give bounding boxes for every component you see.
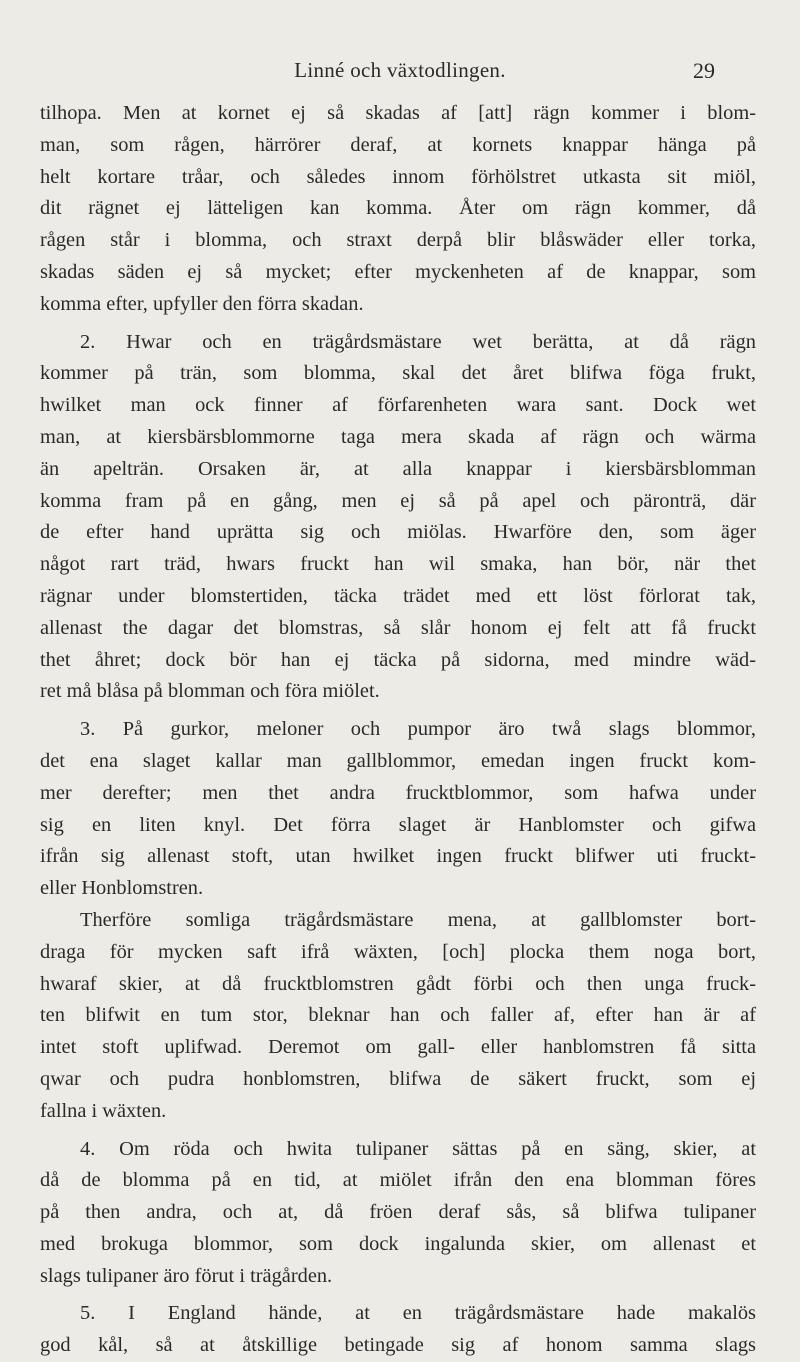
text-line: man, som rågen, härrörer deraf, at kornets knappar hänga på	[40, 133, 756, 156]
text-line: slags tulipaner äro förut i trägården.	[40, 1264, 333, 1287]
paragraph	[40, 327, 756, 709]
text-line: kommer på trän, som blomma, skal det året blifwa föga frukt,	[40, 362, 756, 385]
text-line: ret må blåsa på blomman och föra miölet.	[40, 680, 380, 703]
text-line: 2. Hwar och en trägårdsmästare wet berätta, at då rägn	[80, 330, 756, 353]
page-header	[0, 58, 800, 88]
text-line: hwilket man ock finner af förfarenheten wara sant. Dock wet	[40, 394, 756, 417]
text-line: draga för mycken saft ifrå wäxten, [och] plocka them noga bort,	[40, 940, 756, 963]
text-line: man, at kiersbärsblommorne taga mera skada af rägn och wärma	[40, 425, 756, 448]
text-line: allenast the dagar det blomstras, så slår honom ej felt att få fruckt	[40, 616, 756, 639]
paragraph	[40, 714, 756, 905]
text-line: ifrån sig allenast stoft, utan hwilket ingen fruckt blifwer uti fruckt-	[40, 845, 756, 868]
text-line: 5. I England hände, at en trägårdsmästare hade makalös	[80, 1302, 756, 1325]
text-line: komma fram på en gång, men ej så på apel och päronträ, där	[40, 489, 756, 512]
text-line: 3. På gurkor, meloner och pumpor äro twå slags blommor,	[80, 718, 756, 741]
running-title: Linné och växtodlingen.	[294, 58, 506, 82]
text-line: hwaraf skier, at då frucktblomstren gådt förbi och then unga fruck-	[40, 972, 756, 995]
paragraph	[40, 1134, 756, 1293]
text-line: något rart träd, hwars fruckt han wil smaka, han bör, när thet	[40, 553, 756, 576]
text-line: komma efter, upfyller den förra skadan.	[40, 292, 364, 315]
text-line: det ena slaget kallar man gallblommor, emedan ingen fruckt kom-	[40, 749, 756, 772]
text-line: eller Honblomstren.	[40, 877, 204, 900]
text-line: helt kortare tråar, och således innom förhölstret utkasta sit miöl,	[40, 165, 756, 188]
paragraph	[40, 1298, 756, 1362]
text-line: Therföre somliga trägårdsmästare mena, at gallblomster bort-	[80, 908, 756, 931]
text-line: sig en liten knyl. Det förra slaget är Hanblomster och gifwa	[40, 813, 756, 836]
text-line: tilhopa. Men at kornet ej så skadas af [att] rägn kommer i blom-	[40, 102, 756, 124]
text-line: då de blomma på en tid, at miölet ifrån den ena blomman föres	[40, 1169, 756, 1192]
text-line: fallna i wäxten.	[40, 1099, 167, 1122]
text-line: 4. Om röda och hwita tulipaner sättas på en säng, skier, at	[80, 1137, 756, 1160]
text-line: intet stoft uplifwad. Deremot om gall- eller hanblomstren få sitta	[40, 1036, 756, 1059]
paragraph	[40, 905, 756, 1128]
text-line: de efter hand uprätta sig och miölas. Hwarföre den, som äger	[40, 521, 756, 544]
body-text	[40, 98, 756, 1362]
text-line: än apelträn. Orsaken är, at alla knappar i kiersbärsblomman	[40, 457, 756, 480]
text-line: rägnar under blomstertiden, täcka trädet med ett löst förlorat tak,	[40, 584, 756, 607]
paragraph	[40, 98, 756, 321]
text-line: rågen står i blomma, och straxt derpå blir blåswäder eller torka,	[40, 229, 756, 252]
page-number: 29	[693, 58, 715, 83]
text-line: ten blifwit en tum stor, bleknar han och faller af, efter han är af	[40, 1004, 756, 1027]
text-line: med brokuga blommor, som dock ingalunda skier, om allenast et	[40, 1232, 756, 1255]
text-line: thet åhret; dock bör han ej täcka på sidorna, med mindre wäd-	[40, 648, 756, 671]
text-line: qwar och pudra honblomstren, blifwa de säkert fruckt, som ej	[40, 1067, 756, 1090]
text-line: god kål, så at åtskillige betingade sig af honom samma slags	[40, 1334, 756, 1357]
text-line: på then andra, och at, då fröen deraf sås, så blifwa tulipaner	[40, 1201, 756, 1224]
text-line: mer derefter; men thet andra frucktblommor, som hafwa under	[40, 781, 756, 804]
text-line: skadas säden ej så mycket; efter myckenheten af de knappar, som	[40, 260, 756, 283]
text-line: dit rägnet ej lätteligen kan komma. Åter om rägn kommer, då	[40, 197, 756, 220]
